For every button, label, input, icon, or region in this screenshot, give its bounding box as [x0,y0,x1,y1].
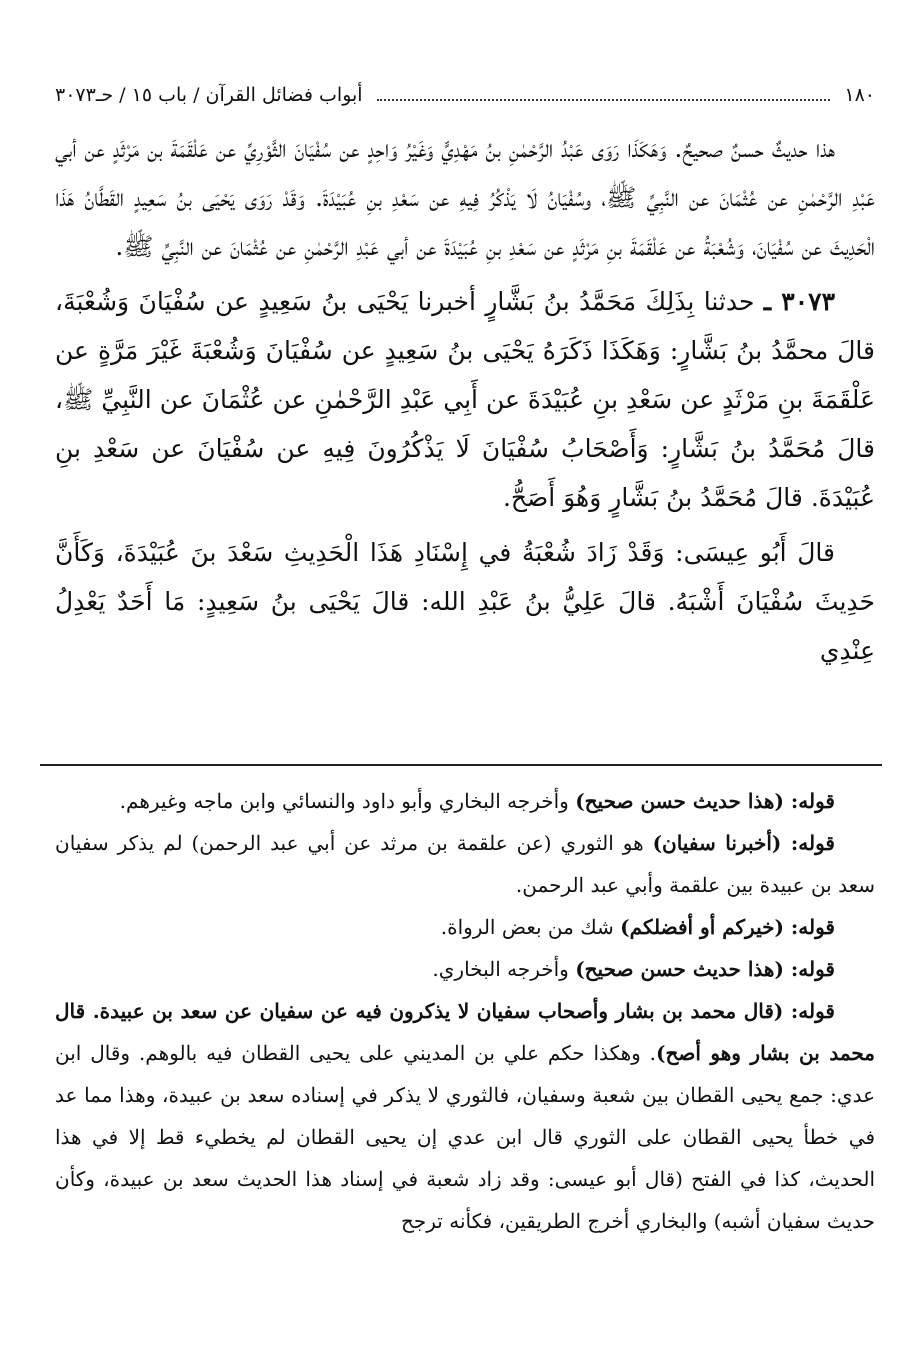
note-lemma: قوله: (قال محمد بن بشار وأصحاب سفيان لا يذكرون فيه عن سفيان عن سعد بن عبيدة. قال محمد بن بشار وهو أصح) [55,999,876,1065]
note-item [55,990,875,1242]
note-lemma: قوله: (أخبرنا سفيان) [652,831,835,855]
hadith-paragraph [55,277,875,522]
note-item [55,822,875,906]
hadith-text: حدثنا بِذَلِكَ مَحَمَّدُ بنُ بَشَّارٍ أخبرنا يَحْيَى بنُ سَعِيدٍ عن سُفْيَانَ وَشُعْبَةَ، قالَ محمَّدُ بنُ بَشَّارٍ: وَهَكَذَا ذَكَرَهُ يَحْيَى بنُ سَعِيدٍ عن سُفْيَانَ وَشُعْبَةَ غَيْرَ مَرَّةٍ عن عَلْقَمَةَ بنِ مَرْثَدٍ عن سَعْدِ بنِ عُبَيْدَةَ عن أَبِي عَبْدِ الرَّحْمٰنِ عن عُثْمَانَ عن النَّبِيِّ ﷺ، قالَ مُحَمَّدُ بنُ بَشَّارٍ: وَأَصْحَابُ سُفْيَانَ لَا يَذْكُرُونَ فِيهِ عن سُفْيَانَ عن سَعْدِ بنِ عُبَيْدَةَ. قالَ مُحَمَّدُ بنُ بَشَّارٍ وَهُوَ أَصَحُّ. [55,287,875,512]
note-lemma: قوله: (هذا حديث حسن صحيح) [575,957,835,981]
note-item [55,948,875,990]
page-number: ١٨٠ [844,84,875,106]
note-item [55,780,875,822]
note-lemma: قوله: (هذا حديث حسن صحيح) [575,789,835,813]
main-text [55,124,875,675]
hadith-number: ٣٠٧٣ ـ [763,287,835,316]
note-lemma: قوله: (خيركم أو أفضلكم) [620,915,835,939]
note-text: . وهكذا حكم علي بن المديني على يحيى القطان فيه بالوهم. وقال ابن عدي: جمع يحيى القطان بين شعبة وسفيان، فالثوري لا يذكر في إسناده سعد بن عبيدة، وهذا مما عد في خطأ يحيى القطان على الثوري قال ابن عدي إن يحيى القطان لم يخطيء قط إلا في هذا الحديث، كذا في الفتح (قال أبو عيسى: وقد زاد شعبة في إسناد هذا الحديث سعد بن عبيدة، وكأن حديث سفيان أشبه) والبخاري أخرج الطريقين، فكأنه ترجح [55,1041,876,1233]
commentary-notes [55,780,875,1242]
footnote-divider [40,764,882,766]
header-dot-leader [377,99,831,101]
note-item [55,906,875,948]
note-text: هو الثوري (عن علقمة بن مرثد عن أبي عبد الرحمن) لم يذكر سفيان سعد بن عبيدة بين علقمة وأبي عبد الرحمن. [55,831,875,897]
running-title: أبواب فضائل القرآن / باب ١٥ / حـ٣٠٧٣ [55,84,363,106]
running-header [55,80,875,110]
note-text: شك من بعض الرواة. [440,915,621,939]
note-text: وأخرجه البخاري وأبو داود والنسائي وابن ماجه وغيرهم. [119,789,576,813]
note-text: وأخرجه البخاري. [432,957,576,981]
main-paragraph-1: هذا حديثٌ حسنٌ صحيحٌ. وَهَكَذَا رَوَى عَبْدُ الرَّحْمٰنِ بنُ مَهْدِيٍّ وَغَيْرُ وَاحِدٍ عن سُفْيَانَ الثَّوْرِيِّ عن عَلْقَمَةَ بن مَرْثَدٍ عن أبي عَبْدِ الرَّحْمٰنِ عن عُثْمَانَ عن النَّبِيِّ ﷺ، وسُفْيَانُ لَا يَذْكُرُ فِيهِ عن سَعْدِ بنِ عُبَيْدَةَ. وَقَدْ رَوَى يَحْيَى بنُ سَعِيدٍ القَطَّانُ هَذَا الْحَدِيثَ عن سُفْيَانَ، وَشُعْبَةُ عن عَلْقَمَةَ بنِ مَرْثَدٍ عن سَعْدِ بنِ عُبَيْدَةَ عن أبي عَبْدِ الرَّحْمٰنِ عن عُثْمَانَ عن النَّبِيِّ ﷺ. [55,134,875,261]
page-body [55,80,875,675]
main-paragraph-3: قالَ أَبُو عِيسَى: وَقَدْ زَادَ شُعْبَةُ في إِسْنَادِ هَذَا الْحَدِيثِ سَعْدَ بنَ عُبَيْدَةَ، وَكَأَنَّ حَدِيثَ سُفْيَانَ أَشْبَهُ. قالَ عَلِيُّ بنُ عَبْدِ الله: قالَ يَحْيَى بنُ سَعِيدٍ: مَا أَحَدٌ يَعْدِلُ عِنْدِي [55,538,875,665]
